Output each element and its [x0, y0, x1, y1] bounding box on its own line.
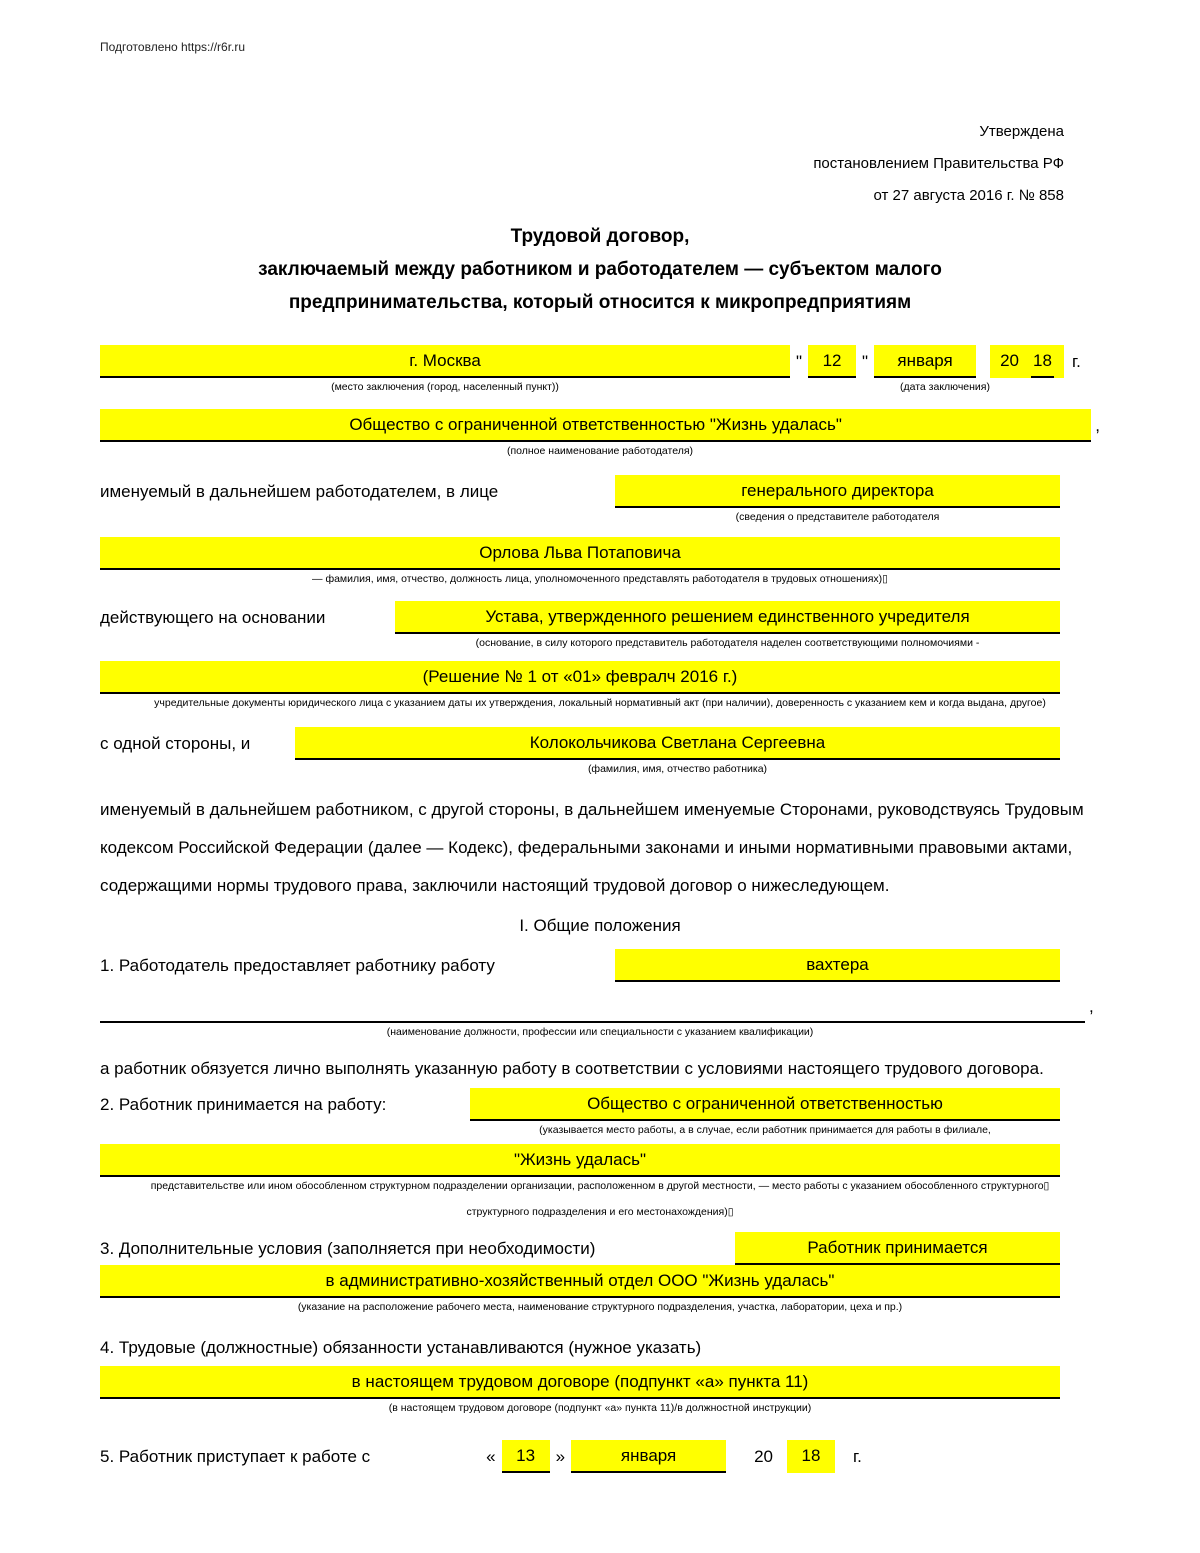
item4-caption: (в настоящем трудовом договоре (подпункт «а» пункта 11)/в должностной инструкции) [388, 1402, 812, 1414]
item3-row [100, 1232, 1100, 1265]
basis-field[interactable]: Устава, утвержденного решением единственного учредителя [395, 601, 1060, 634]
title-line: Трудовой договор, [510, 226, 690, 247]
item1-note: а работник обязуется лично выполнять указанную работу в соответствии с условиями настоящего трудового договора. [100, 1059, 1044, 1078]
employee-field[interactable]: Колокольчикова Светлана Сергеевна [295, 727, 1060, 760]
preamble-paragraph: именуемый в дальнейшем работником, с другой стороны, в дальнейшем именуемые Сторонами, руководствуясь Трудовым кодексом Российской Федерации (далее — Кодекс), федеральными законами и иными нормативными правовыми актами, содержащими нормы трудового права, заключили настоящий трудовой договор о нижеследующем. [100, 800, 1084, 895]
employee-caption-row [100, 760, 1100, 777]
item1-comma: , [1089, 997, 1094, 1016]
item2-caption-row [100, 1121, 1100, 1138]
item4-row [100, 1366, 1100, 1399]
rep-title-row [100, 475, 1100, 508]
job-title-field[interactable]: вахтера [615, 949, 1060, 982]
section-1-heading: I. Общие положения [519, 916, 681, 935]
item3-label: 3. Дополнительные условия (заполняется при необходимости) [100, 1239, 596, 1258]
employee-caption: (фамилия, имя, отчество работника) [587, 763, 768, 775]
employer-row [100, 409, 1100, 442]
employee-row [100, 727, 1100, 760]
approval-line: постановлением Правительства РФ [813, 155, 1064, 172]
rep-intro-label: именуемый в дальнейшем работодателем, в лице [100, 482, 499, 501]
basis-row [100, 601, 1100, 634]
party-intro-label: с одной стороны, и [100, 734, 251, 753]
start-close-quote: » [555, 1447, 566, 1466]
start-year-label: г. [853, 1447, 862, 1466]
item1-row [100, 949, 1100, 982]
item1-blank-line[interactable] [100, 1003, 1085, 1023]
workplace-name-field[interactable]: "Жизнь удалась" [100, 1144, 1060, 1177]
item2-row [100, 1088, 1100, 1121]
place-field[interactable]: г. Москва [100, 345, 790, 378]
day-field[interactable]: 12 [808, 345, 856, 378]
date-caption: (дата заключения) [900, 381, 990, 393]
rep-name-caption: — фамилия, имя, отчество, должность лица, уполномоченного представлять работодателя в трудовых отношениях)▯ [312, 573, 888, 585]
place-caption: (место заключения (город, населенный пункт)) [331, 381, 559, 393]
title-line: заключаемый между работником и работодателем — субъектом малого [258, 259, 942, 280]
item2-caption: (указывается место работы, а в случае, если работник принимается для работы в филиале, [539, 1124, 991, 1136]
extra-conditions-field[interactable]: Работник принимается [735, 1232, 1060, 1265]
prepared-by-note: Подготовлено https://r6r.ru [100, 40, 246, 54]
department-field[interactable]: в административно-хозяйственный отдел ООО "Жизнь удалась" [100, 1265, 1060, 1298]
start-year-suffix-field[interactable]: 18 [787, 1440, 835, 1473]
title-line: предпринимательства, который относится к микропредприятиям [288, 292, 912, 313]
year-label: г. [1071, 352, 1081, 371]
place-date-captions [100, 378, 1100, 395]
basis-caption-row [100, 634, 1100, 651]
approval-block [0, 116, 1200, 212]
start-day-field[interactable]: 13 [502, 1440, 550, 1473]
basis-doc-field[interactable]: (Решение № 1 от «01» февралч 2016 г.) [100, 661, 1060, 694]
rep-title-caption: (сведения о представителе работодателя [735, 511, 940, 523]
item2b-row [100, 1144, 1100, 1177]
item1-blank-row [100, 990, 1100, 1023]
document-title [0, 220, 1200, 319]
item2-label: 2. Работник принимается на работу: [100, 1095, 387, 1114]
basis-intro-label: действующего на основании [100, 608, 326, 627]
employer-comma: , [1095, 416, 1100, 435]
basis-doc-caption: учредительные документы юридического лица с указанием даты их утверждения, локальный нормативный акт (при наличии), доверенность с указанием кем и когда выдана, другое) [154, 697, 1046, 709]
start-open-quote: « [486, 1447, 496, 1466]
close-quote: " [862, 352, 869, 371]
rep-title-caption-row [100, 508, 1100, 525]
month-field[interactable]: января [874, 345, 976, 378]
rep-title-field[interactable]: генерального директора [615, 475, 1060, 508]
workplace-field[interactable]: Общество с ограниченной ответственностью [470, 1088, 1060, 1121]
duties-field[interactable]: в настоящем трудовом договоре (подпункт «а» пункта 11) [100, 1366, 1060, 1399]
basis-doc-row [100, 661, 1100, 694]
year-prefix: 20 [1000, 351, 1020, 370]
open-quote: " [796, 352, 803, 371]
item3-caption: (указание на расположение рабочего места, наименование структурного подразделения, участка, лаборатории, цеха и пр.) [297, 1301, 903, 1313]
start-year-prefix: 20 [754, 1447, 773, 1466]
rep-name-field[interactable]: Орлова Льва Потаповича [100, 537, 1060, 570]
year-field[interactable] [990, 345, 1064, 378]
item4-label: 4. Трудовые (должностные) обязанности устанавливаются (нужное указать) [100, 1338, 702, 1357]
start-month-field[interactable]: января [571, 1440, 726, 1473]
item5-row [100, 1440, 1100, 1473]
year-suffix: 18 [1031, 345, 1054, 378]
employer-field[interactable]: Общество с ограниченной ответственностью "Жизнь удалась" [100, 409, 1091, 442]
approval-line: от 27 августа 2016 г. № 858 [873, 187, 1064, 204]
employer-caption: (полное наименование работодателя) [506, 445, 694, 457]
item5-label: 5. Работник приступает к работе с [100, 1447, 371, 1466]
item1-caption: (наименование должности, профессии или специальности с указанием квалификации) [386, 1026, 814, 1038]
place-date-row [100, 345, 1100, 378]
approval-line: Утверждена [979, 123, 1064, 140]
basis-caption: (основание, в силу которого представитель работодателя наделен соответствующими полномочиями - [475, 637, 980, 649]
item2b-caption-line2: структурного подразделения и его местонахождения)▯ [466, 1206, 734, 1218]
item2b-caption-line1: представительстве или ином обособленном структурном подразделении организации, расположенном в другой местности, — место работы с указанием обособленного структурного▯ [150, 1180, 1050, 1192]
item1-label: 1. Работодатель предоставляет работнику работу [100, 956, 495, 975]
rep-name-row [100, 537, 1100, 570]
item3b-row [100, 1265, 1100, 1298]
